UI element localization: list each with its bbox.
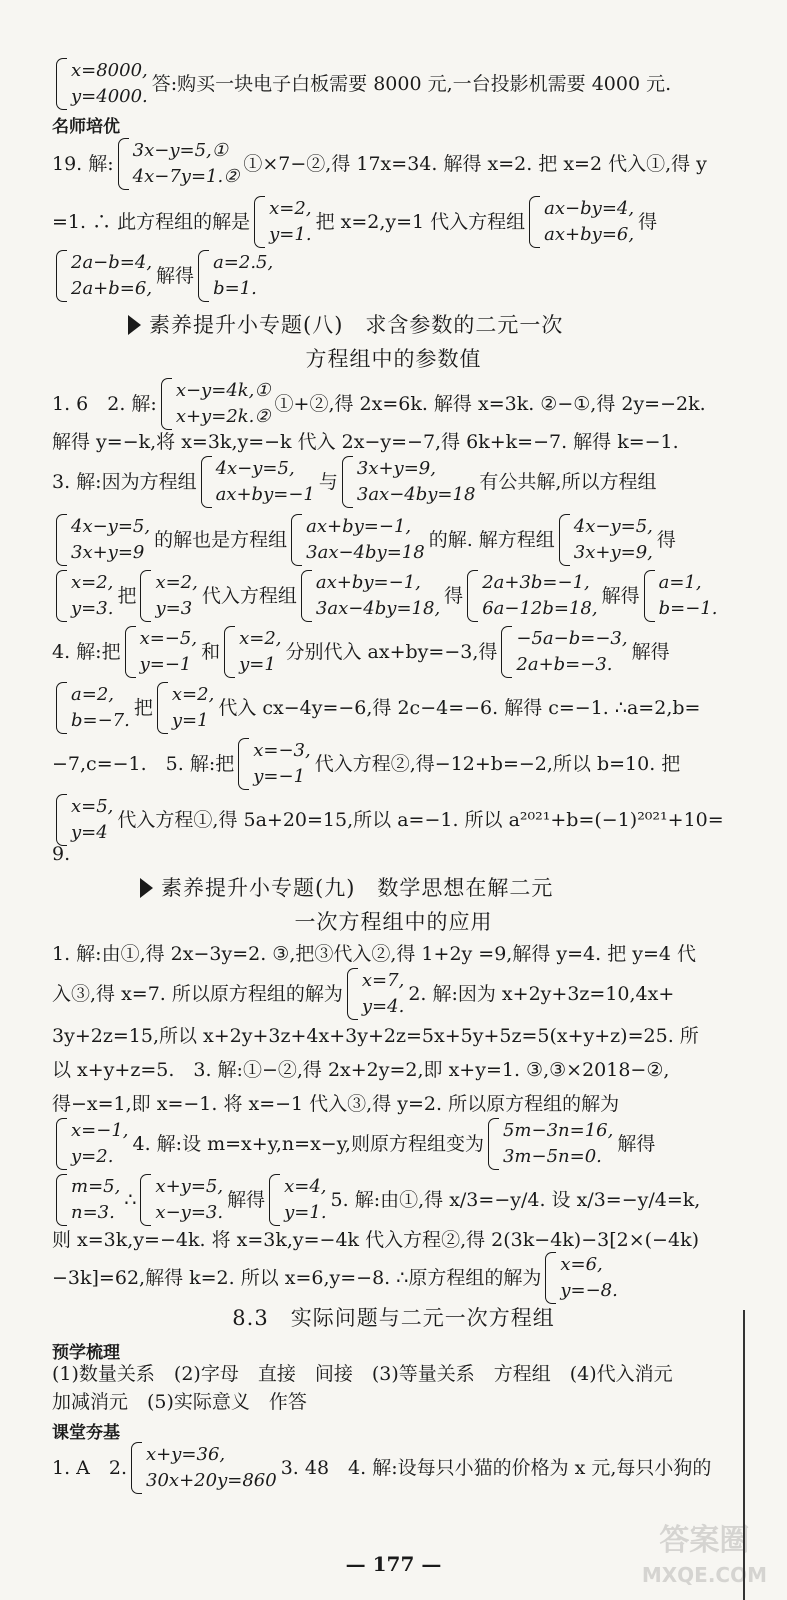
- equation-system: a=1, b=−1.: [644, 570, 718, 622]
- equation-system: x+y=36, 30x+20y=860: [131, 1442, 277, 1494]
- heading-ketang: 课堂夯基: [52, 1423, 120, 1443]
- equation-system: x=8000, y=4000.: [56, 58, 148, 110]
- t9-line-5: 得−x=1,即 x=−1. 将 x=−1 代入③,得 y=2. 所以原方程组的解为: [52, 1093, 620, 1115]
- yuxue-line-2: 加减消元 (5)实际意义 作答: [52, 1391, 307, 1413]
- equation-system: 5m−3n=16, 3m−5n=0.: [488, 1118, 613, 1170]
- equation-system: x=6, y=−8.: [545, 1252, 618, 1304]
- topic8-title: 素养提升小专题(八) 求含参数的二元一次: [128, 309, 563, 339]
- equation-system: x=2, y=1.: [254, 196, 311, 248]
- t8-line-10: 9.: [52, 843, 71, 865]
- equation-system: 3x−y=5,① 4x−7y=1.②: [118, 138, 240, 190]
- t8-line-3: 3. 解:因为方程组 4x−y=5, ax+by=−1 与 3x+y=9, 3ax−4by=18 有公共解,所以方程组: [52, 456, 742, 508]
- t9-line-1: 1. 解:由①,得 2x−3y=2. ③,把③代入②,得 1+2y =9,解得 y=4. 把 y=4 代: [52, 943, 697, 965]
- t8-line-6: 4. 解:把 x=−5, y=−1 和 x=2, y=1 分别代入 ax+by=−3,得 −5a−b=−3, 2a+b=−3. 解得: [52, 626, 742, 678]
- heading-mingshi: 名师培优: [52, 117, 120, 137]
- t9-line-6: x=−1, y=2. 4. 解:设 m=x+y,n=x−y,则原方程组变为 5m−3n=16, 3m−5n=0. 解得: [52, 1118, 742, 1170]
- t9-line-2: 入③,得 x=7. 所以原方程组的解为 x=7, y=4. 2. 解:因为 x+2y+3z=10,4x+: [52, 968, 742, 1020]
- triangle-marker-icon: [140, 878, 153, 898]
- t9-line-8: 则 x=3k,y=−4k. 将 x=3k,y=−4k 代入方程②,得 2(3k−4k)−3[2×(−4k): [52, 1229, 699, 1251]
- equation-system: m=5, n=3.: [56, 1174, 120, 1226]
- equation-system: x=4, y=1.: [269, 1174, 326, 1226]
- t9-line-9: −3k]=62,解得 k=2. 所以 x=6,y=−8. ∴原方程组的解为 x=6, y=−8.: [52, 1252, 742, 1304]
- equation-system: x=2, y=3: [140, 570, 197, 622]
- topic8-subtitle: 方程组中的参数值: [305, 347, 482, 371]
- equation-system: a=2.5, b=1.: [198, 250, 273, 302]
- section-title: 8.3 实际问题与二元一次方程组: [232, 1306, 555, 1330]
- triangle-marker-icon: [128, 315, 141, 335]
- top-answer-line: [52, 58, 742, 110]
- equation-system: x=7, y=4.: [347, 968, 404, 1020]
- t8-line-1: 1. 6 2. 解: x−y=4k,① x+y=2k.② ①+②,得 2x=6k. 解得 x=3k. ②−①,得 2y=−2k.: [52, 378, 742, 430]
- equation-system: x−y=4k,① x+y=2k.②: [161, 378, 271, 430]
- equation-system: x+y=5, x−y=3.: [140, 1174, 223, 1226]
- q19-line-1: 19. 解: 3x−y=5,① 4x−7y=1.② ①×7−②,得 17x=34. 解得 x=2. 把 x=2 代入①,得 y: [52, 138, 742, 190]
- watermark-logo: 答案圈 MXQE.COM: [641, 1523, 767, 1587]
- t8-line-4: 4x−y=5, 3x+y=9 的解也是方程组 ax+by=−1, 3ax−4by=18 的解. 解方程组 4x−y=5, 3x+y=9, 得: [52, 514, 742, 566]
- equation-system: x=5, y=4: [56, 794, 113, 846]
- equation-system: 2a+3b=−1, 6a−12b=18,: [467, 570, 597, 622]
- t8-line-2: 解得 y=−k,将 x=3k,y=−k 代入 2x−y=−7,得 6k+k=−7. 解得 k=−1.: [52, 431, 679, 453]
- yuxue-line-1: (1)数量关系 (2)字母 直接 间接 (3)等量关系 方程组 (4)代入消元: [52, 1363, 673, 1385]
- t8-line-9: x=5, y=4 代入方程①,得 5a+20=15,所以 a=−1. 所以 a²⁰²¹+b=(−1)²⁰²¹+10=: [52, 794, 742, 846]
- heading-yuxue: 预学梳理: [52, 1343, 120, 1363]
- equation-system: x=2, y=3.: [56, 570, 113, 622]
- equation-system: ax−by=4, ax+by=6,: [529, 196, 634, 248]
- equation-system: a=2, b=−7.: [56, 682, 130, 734]
- equation-system: x=2, y=1: [157, 682, 214, 734]
- equation-system: 4x−y=5, ax+by=−1: [201, 456, 315, 508]
- t9-line-3: 3y+2z=15,所以 x+2y+3z+4x+3y+2z=5x+5y+5z=5(x+y+z)=25. 所: [52, 1025, 699, 1047]
- q19-line-2: =1. ∴ 此方程组的解是 x=2, y=1. 把 x=2,y=1 代入方程组 ax−by=4, ax+by=6, 得: [52, 196, 742, 248]
- equation-system: 2a−b=4, 2a+b=6,: [56, 250, 152, 302]
- page-number: — 177 —: [345, 1552, 442, 1576]
- t8-line-7: a=2, b=−7. 把 x=2, y=1 代入 cx−4y=−6,得 2c−4=−6. 解得 c=−1. ∴a=2,b=: [52, 682, 742, 734]
- t8-line-8: −7,c=−1. 5. 解:把 x=−3, y=−1 代入方程②,得−12+b=−2,所以 b=10. 把: [52, 738, 742, 790]
- t8-line-5: x=2, y=3. 把 x=2, y=3 代入方程组 ax+by=−1, 3ax−4by=18, 得 2a+3b=−1, 6a−12b=18, 解得 a=1, b=−1.: [52, 570, 742, 622]
- equation-system: 4x−y=5, 3x+y=9,: [559, 514, 653, 566]
- topic9-title: 素养提升小专题(九) 数学思想在解二元: [140, 872, 553, 902]
- equation-system: 4x−y=5, 3x+y=9: [56, 514, 150, 566]
- q19-line-3: 2a−b=4, 2a+b=6, 解得 a=2.5, b=1.: [52, 250, 742, 302]
- equation-system: x=−5, y=−1: [125, 626, 198, 678]
- answer-text: 答:购买一块电子白板需要 8000 元,一台投影机需要 4000 元.: [151, 73, 672, 95]
- equation-system: 3x+y=9, 3ax−4by=18: [342, 456, 476, 508]
- equation-system: x=−3, y=−1: [238, 738, 311, 790]
- equation-system: −5a−b=−3, 2a+b=−3.: [501, 626, 627, 678]
- equation-system: x=−1, y=2.: [56, 1118, 129, 1170]
- topic9-subtitle: 一次方程组中的应用: [294, 910, 493, 934]
- t9-line-7: m=5, n=3. ∴ x+y=5, x−y=3. 解得 x=4, y=1. 5. 解:由①,得 x/3=−y/4. 设 x/3=−y/4=k,: [52, 1174, 742, 1226]
- ketang-line-1: 1. A 2. x+y=36, 30x+20y=860 3. 48 4. 解:设每只小猫的价格为 x 元,每只小狗的: [52, 1442, 742, 1494]
- equation-system: ax+by=−1, 3ax−4by=18,: [301, 570, 440, 622]
- t9-line-4: 以 x+y+z=5. 3. 解:①−②,得 2x+2y=2,即 x+y=1. ③,③×2018−②,: [52, 1059, 670, 1081]
- equation-system: ax+by=−1, 3ax−4by=18: [291, 514, 425, 566]
- equation-system: x=2, y=1: [224, 626, 281, 678]
